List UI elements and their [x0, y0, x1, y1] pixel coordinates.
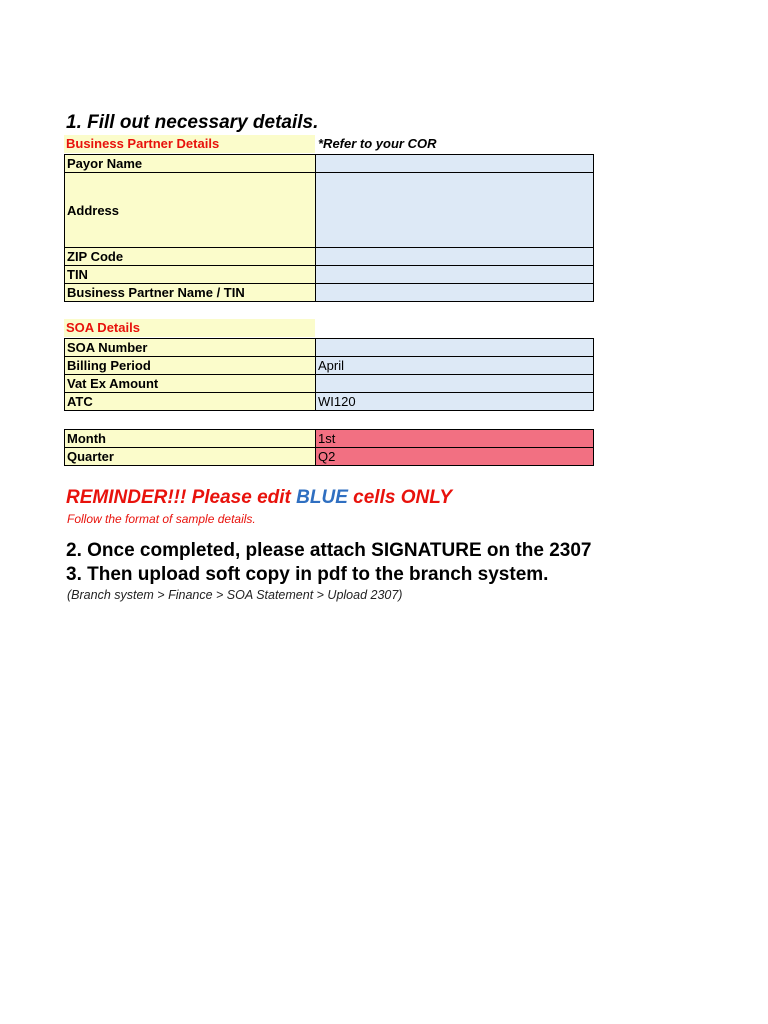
atc-input[interactable]: WI120: [316, 393, 594, 411]
address-label: Address: [65, 173, 316, 248]
table-row: [65, 357, 594, 375]
reminder-suffix: cells ONLY: [347, 487, 453, 508]
tin-label: TIN: [65, 266, 316, 284]
upload-path-note: (Branch system > Finance > SOA Statement > Upload 2307): [67, 588, 403, 602]
reminder-blue-word: BLUE: [296, 487, 348, 508]
table-row: [65, 375, 594, 393]
reminder-heading: [66, 487, 452, 509]
refer-to-cor-note: *Refer to your COR: [318, 136, 437, 151]
soa-number-input[interactable]: [316, 339, 594, 357]
business-partner-name-tin-label: Business Partner Name / TIN: [65, 284, 316, 302]
table-row: [65, 339, 594, 357]
month-label: Month: [65, 430, 316, 448]
business-partner-section-title: Business Partner Details: [64, 135, 315, 153]
billing-period-label: Billing Period: [65, 357, 316, 375]
table-row: [65, 173, 594, 248]
reminder-prefix: REMINDER!!! Please edit: [66, 487, 297, 508]
table-row: [65, 393, 594, 411]
table-row: [65, 155, 594, 173]
billing-period-input[interactable]: April: [316, 357, 594, 375]
table-row: [65, 248, 594, 266]
tin-input[interactable]: [316, 266, 594, 284]
payor-name-input[interactable]: [316, 155, 594, 173]
soa-table: [64, 338, 594, 411]
format-note: Follow the format of sample details.: [67, 512, 256, 526]
quarter-value: Q2: [316, 448, 594, 466]
quarter-label: Quarter: [65, 448, 316, 466]
step-1-heading: 1. Fill out necessary details.: [66, 112, 319, 133]
step-3-heading: 3. Then upload soft copy in pdf to the branch system.: [66, 564, 549, 585]
vat-ex-amount-label: Vat Ex Amount: [65, 375, 316, 393]
period-table: [64, 429, 594, 466]
business-partner-table: [64, 154, 594, 302]
atc-label: ATC: [65, 393, 316, 411]
address-input[interactable]: [316, 173, 594, 248]
zip-code-label: ZIP Code: [65, 248, 316, 266]
table-row: [65, 448, 594, 466]
step-2-clip: [66, 540, 614, 566]
table-row: [65, 430, 594, 448]
table-row: [65, 266, 594, 284]
zip-code-input[interactable]: [316, 248, 594, 266]
soa-number-label: SOA Number: [65, 339, 316, 357]
business-partner-name-tin-input[interactable]: [316, 284, 594, 302]
payor-name-label: Payor Name: [65, 155, 316, 173]
soa-section-title: SOA Details: [64, 319, 315, 337]
table-row: [65, 284, 594, 302]
vat-ex-amount-input[interactable]: [316, 375, 594, 393]
step-2-heading: 2. Once completed, please attach SIGNATURE on the 2307: [66, 540, 592, 561]
month-value: 1st: [316, 430, 594, 448]
